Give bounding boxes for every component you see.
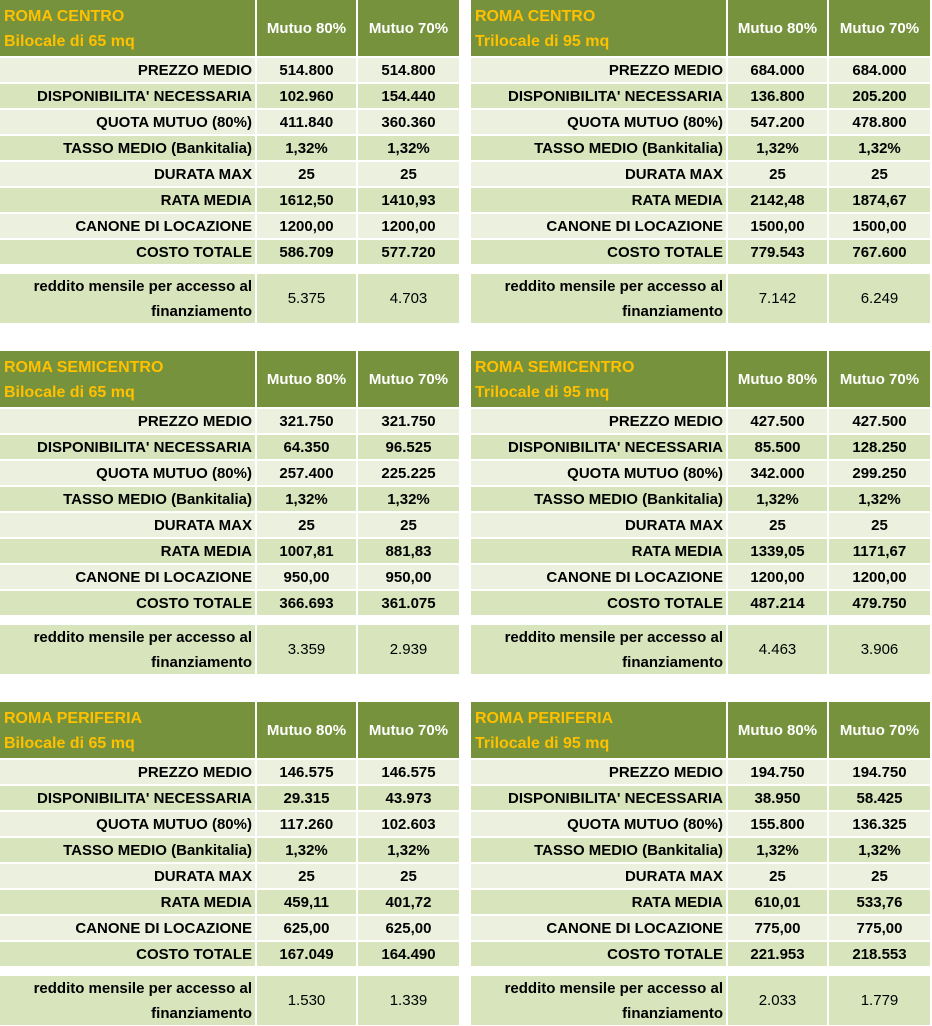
price-table xyxy=(471,351,930,674)
cell-value: 146.575 xyxy=(358,758,459,784)
row-label: DISPONIBILITA' NECESSARIA xyxy=(471,82,728,108)
column-header: Mutuo 80% xyxy=(728,702,829,758)
cell-value: 321.750 xyxy=(358,407,459,433)
row-label: DURATA MAX xyxy=(0,511,257,537)
table-row xyxy=(0,407,459,433)
cell-value: 1339,05 xyxy=(728,537,829,563)
cell-value: 1612,50 xyxy=(257,186,358,212)
cell-value: 64.350 xyxy=(257,433,358,459)
income-row xyxy=(471,272,930,323)
table-row xyxy=(471,537,930,563)
cell-value: 514.800 xyxy=(257,56,358,82)
price-table xyxy=(0,0,459,323)
cell-value: 25 xyxy=(358,160,459,186)
table-row xyxy=(471,589,930,615)
row-label: DISPONIBILITA' NECESSARIA xyxy=(0,82,257,108)
table-header xyxy=(0,351,459,407)
income-value: 5.375 xyxy=(257,272,358,323)
row-label: CANONE DI LOCAZIONE xyxy=(0,212,257,238)
table-row xyxy=(0,810,459,836)
cell-value: 459,11 xyxy=(257,888,358,914)
table-row xyxy=(0,485,459,511)
cell-value: 1007,81 xyxy=(257,537,358,563)
row-label: COSTO TOTALE xyxy=(0,238,257,264)
table-row xyxy=(471,940,930,966)
table-title xyxy=(0,0,257,56)
table-header xyxy=(471,702,930,758)
table-row xyxy=(471,134,930,160)
row-label: RATA MEDIA xyxy=(0,888,257,914)
table-row xyxy=(0,212,459,238)
cell-value: 1200,00 xyxy=(257,212,358,238)
table-row xyxy=(0,537,459,563)
table-row xyxy=(471,459,930,485)
table-row xyxy=(0,758,459,784)
cell-value: 155.800 xyxy=(728,810,829,836)
cell-value: 117.260 xyxy=(257,810,358,836)
cell-value: 775,00 xyxy=(829,914,930,940)
cell-value: 487.214 xyxy=(728,589,829,615)
cell-value: 102.960 xyxy=(257,82,358,108)
table-title xyxy=(471,702,728,758)
price-table xyxy=(471,702,930,1025)
price-table xyxy=(0,702,459,1025)
table-row xyxy=(0,940,459,966)
table-title xyxy=(471,0,728,56)
cell-value: 25 xyxy=(257,862,358,888)
income-row xyxy=(0,272,459,323)
cell-value: 950,00 xyxy=(257,563,358,589)
cell-value: 218.553 xyxy=(829,940,930,966)
property-type: Bilocale di 65 mq xyxy=(4,735,135,752)
property-type: Bilocale di 65 mq xyxy=(4,33,135,50)
cell-value: 1200,00 xyxy=(358,212,459,238)
cell-value: 1200,00 xyxy=(829,563,930,589)
cell-value: 478.800 xyxy=(829,108,930,134)
cell-value: 58.425 xyxy=(829,784,930,810)
cell-value: 25 xyxy=(728,160,829,186)
cell-value: 577.720 xyxy=(358,238,459,264)
table-row xyxy=(471,810,930,836)
income-label: reddito mensile per accesso al finanziamento xyxy=(0,974,257,1025)
row-gap xyxy=(471,615,930,623)
cell-value: 366.693 xyxy=(257,589,358,615)
property-type: Trilocale di 95 mq xyxy=(475,384,610,401)
table-row xyxy=(471,862,930,888)
column-header: Mutuo 70% xyxy=(829,0,930,56)
cell-value: 25 xyxy=(358,862,459,888)
cell-value: 1,32% xyxy=(728,836,829,862)
column-header: Mutuo 80% xyxy=(728,0,829,56)
table-row xyxy=(471,784,930,810)
row-label: CANONE DI LOCAZIONE xyxy=(0,563,257,589)
table-row xyxy=(0,134,459,160)
cell-value: 25 xyxy=(829,511,930,537)
cell-value: 1,32% xyxy=(358,485,459,511)
cell-value: 102.603 xyxy=(358,810,459,836)
area-name: ROMA CENTRO xyxy=(4,8,125,25)
income-value: 2.033 xyxy=(728,974,829,1025)
row-label: RATA MEDIA xyxy=(471,888,728,914)
cell-value: 547.200 xyxy=(728,108,829,134)
property-type: Trilocale di 95 mq xyxy=(475,735,610,752)
cell-value: 514.800 xyxy=(358,56,459,82)
cell-value: 1,32% xyxy=(829,836,930,862)
cell-value: 164.490 xyxy=(358,940,459,966)
area-name: ROMA SEMICENTRO xyxy=(475,359,635,376)
table-row xyxy=(471,563,930,589)
table-title xyxy=(0,702,257,758)
income-label: reddito mensile per accesso al finanziamento xyxy=(471,974,728,1025)
table-row xyxy=(0,511,459,537)
cell-value: 257.400 xyxy=(257,459,358,485)
table-row xyxy=(0,160,459,186)
table-row xyxy=(471,485,930,511)
cell-value: 361.075 xyxy=(358,589,459,615)
area-name: ROMA SEMICENTRO xyxy=(4,359,164,376)
row-label: TASSO MEDIO (Bankitalia) xyxy=(0,485,257,511)
cell-value: 1200,00 xyxy=(728,563,829,589)
column-header: Mutuo 80% xyxy=(257,0,358,56)
cell-value: 1,32% xyxy=(829,134,930,160)
cell-value: 1410,93 xyxy=(358,186,459,212)
cell-value: 342.000 xyxy=(728,459,829,485)
table-row xyxy=(0,888,459,914)
table-row xyxy=(0,108,459,134)
column-header: Mutuo 70% xyxy=(358,351,459,407)
table-row xyxy=(471,511,930,537)
cell-value: 1,32% xyxy=(358,836,459,862)
cell-value: 779.543 xyxy=(728,238,829,264)
table-row xyxy=(0,82,459,108)
cell-value: 767.600 xyxy=(829,238,930,264)
row-label: PREZZO MEDIO xyxy=(0,56,257,82)
area-name: ROMA CENTRO xyxy=(475,8,596,25)
cell-value: 25 xyxy=(728,511,829,537)
row-label: PREZZO MEDIO xyxy=(471,407,728,433)
property-type: Bilocale di 65 mq xyxy=(4,384,135,401)
column-header: Mutuo 70% xyxy=(358,702,459,758)
income-label: reddito mensile per accesso al finanziamento xyxy=(0,272,257,323)
table-row xyxy=(471,56,930,82)
table-row xyxy=(0,186,459,212)
row-label: PREZZO MEDIO xyxy=(0,407,257,433)
cell-value: 25 xyxy=(257,511,358,537)
cell-value: 205.200 xyxy=(829,82,930,108)
cell-value: 1,32% xyxy=(257,485,358,511)
table-row xyxy=(471,433,930,459)
row-label: QUOTA MUTUO (80%) xyxy=(0,810,257,836)
cell-value: 775,00 xyxy=(728,914,829,940)
income-label: reddito mensile per accesso al finanziamento xyxy=(0,623,257,674)
cell-value: 25 xyxy=(728,862,829,888)
cell-value: 128.250 xyxy=(829,433,930,459)
table-row xyxy=(0,238,459,264)
income-value: 6.249 xyxy=(829,272,930,323)
column-header: Mutuo 80% xyxy=(257,702,358,758)
row-label: DURATA MAX xyxy=(471,511,728,537)
cell-value: 610,01 xyxy=(728,888,829,914)
cell-value: 154.440 xyxy=(358,82,459,108)
table-row xyxy=(471,108,930,134)
cell-value: 221.953 xyxy=(728,940,829,966)
cell-value: 427.500 xyxy=(728,407,829,433)
cell-value: 1171,67 xyxy=(829,537,930,563)
cell-value: 25 xyxy=(829,862,930,888)
income-row xyxy=(0,623,459,674)
table-row xyxy=(471,186,930,212)
cell-value: 1,32% xyxy=(829,485,930,511)
row-label: RATA MEDIA xyxy=(471,186,728,212)
cell-value: 1,32% xyxy=(358,134,459,160)
row-label: CANONE DI LOCAZIONE xyxy=(471,563,728,589)
table-row xyxy=(0,563,459,589)
table-row xyxy=(0,914,459,940)
row-label: DISPONIBILITA' NECESSARIA xyxy=(0,784,257,810)
row-label: QUOTA MUTUO (80%) xyxy=(471,108,728,134)
cell-value: 136.325 xyxy=(829,810,930,836)
column-header: Mutuo 70% xyxy=(829,351,930,407)
cell-value: 1,32% xyxy=(728,134,829,160)
row-label: RATA MEDIA xyxy=(471,537,728,563)
table-row xyxy=(471,160,930,186)
table-row xyxy=(471,836,930,862)
row-label: QUOTA MUTUO (80%) xyxy=(471,459,728,485)
table-row xyxy=(471,82,930,108)
cell-value: 479.750 xyxy=(829,589,930,615)
row-label: DURATA MAX xyxy=(0,862,257,888)
cell-value: 25 xyxy=(358,511,459,537)
income-row xyxy=(0,974,459,1025)
row-label: CANONE DI LOCAZIONE xyxy=(471,914,728,940)
cell-value: 1,32% xyxy=(257,134,358,160)
cell-value: 625,00 xyxy=(358,914,459,940)
income-value: 3.359 xyxy=(257,623,358,674)
income-value: 1.530 xyxy=(257,974,358,1025)
cell-value: 25 xyxy=(829,160,930,186)
row-label: PREZZO MEDIO xyxy=(0,758,257,784)
income-value: 4.463 xyxy=(728,623,829,674)
property-type: Trilocale di 95 mq xyxy=(475,33,610,50)
cell-value: 136.800 xyxy=(728,82,829,108)
row-label: DURATA MAX xyxy=(471,160,728,186)
table-header xyxy=(471,0,930,56)
row-gap xyxy=(471,966,930,974)
table-row xyxy=(471,758,930,784)
row-label: CANONE DI LOCAZIONE xyxy=(0,914,257,940)
row-label: TASSO MEDIO (Bankitalia) xyxy=(0,134,257,160)
table-header xyxy=(0,702,459,758)
row-gap xyxy=(471,264,930,272)
cell-value: 427.500 xyxy=(829,407,930,433)
row-label: TASSO MEDIO (Bankitalia) xyxy=(471,485,728,511)
income-value: 2.939 xyxy=(358,623,459,674)
table-row xyxy=(471,914,930,940)
cell-value: 25 xyxy=(257,160,358,186)
cell-value: 321.750 xyxy=(257,407,358,433)
cell-value: 167.049 xyxy=(257,940,358,966)
column-header: Mutuo 80% xyxy=(257,351,358,407)
table-row xyxy=(0,56,459,82)
row-label: PREZZO MEDIO xyxy=(471,56,728,82)
row-label: COSTO TOTALE xyxy=(0,940,257,966)
row-gap xyxy=(0,264,459,272)
row-label: CANONE DI LOCAZIONE xyxy=(471,212,728,238)
income-label: reddito mensile per accesso al finanziamento xyxy=(471,623,728,674)
table-row xyxy=(0,433,459,459)
table-row xyxy=(471,238,930,264)
table-title xyxy=(0,351,257,407)
cell-value: 684.000 xyxy=(829,56,930,82)
cell-value: 950,00 xyxy=(358,563,459,589)
income-value: 1.779 xyxy=(829,974,930,1025)
table-row xyxy=(0,862,459,888)
column-header: Mutuo 70% xyxy=(829,702,930,758)
cell-value: 411.840 xyxy=(257,108,358,134)
cell-value: 401,72 xyxy=(358,888,459,914)
cell-value: 2142,48 xyxy=(728,186,829,212)
row-label: QUOTA MUTUO (80%) xyxy=(0,459,257,485)
income-value: 4.703 xyxy=(358,272,459,323)
cell-value: 1,32% xyxy=(728,485,829,511)
cell-value: 96.525 xyxy=(358,433,459,459)
row-label: PREZZO MEDIO xyxy=(471,758,728,784)
row-label: TASSO MEDIO (Bankitalia) xyxy=(0,836,257,862)
table-row xyxy=(0,459,459,485)
table-header xyxy=(471,351,930,407)
cell-value: 29.315 xyxy=(257,784,358,810)
row-label: QUOTA MUTUO (80%) xyxy=(0,108,257,134)
table-row xyxy=(471,212,930,238)
column-header: Mutuo 80% xyxy=(728,351,829,407)
cell-value: 1500,00 xyxy=(829,212,930,238)
table-row xyxy=(471,888,930,914)
row-label: DISPONIBILITA' NECESSARIA xyxy=(471,784,728,810)
cell-value: 194.750 xyxy=(728,758,829,784)
table-row xyxy=(0,589,459,615)
cell-value: 194.750 xyxy=(829,758,930,784)
price-table xyxy=(0,351,459,674)
cell-value: 625,00 xyxy=(257,914,358,940)
table-row xyxy=(471,407,930,433)
income-value: 7.142 xyxy=(728,272,829,323)
row-gap xyxy=(0,966,459,974)
row-label: DISPONIBILITA' NECESSARIA xyxy=(0,433,257,459)
cell-value: 1500,00 xyxy=(728,212,829,238)
area-name: ROMA PERIFERIA xyxy=(4,710,143,727)
cell-value: 43.973 xyxy=(358,784,459,810)
row-label: TASSO MEDIO (Bankitalia) xyxy=(471,836,728,862)
income-row xyxy=(471,623,930,674)
income-label: reddito mensile per accesso al finanziamento xyxy=(471,272,728,323)
cell-value: 225.225 xyxy=(358,459,459,485)
row-label: QUOTA MUTUO (80%) xyxy=(471,810,728,836)
price-table xyxy=(471,0,930,323)
row-label: COSTO TOTALE xyxy=(0,589,257,615)
income-row xyxy=(471,974,930,1025)
cell-value: 881,83 xyxy=(358,537,459,563)
row-label: COSTO TOTALE xyxy=(471,940,728,966)
cell-value: 299.250 xyxy=(829,459,930,485)
row-gap xyxy=(0,615,459,623)
row-label: TASSO MEDIO (Bankitalia) xyxy=(471,134,728,160)
cell-value: 1874,67 xyxy=(829,186,930,212)
income-value: 1.339 xyxy=(358,974,459,1025)
cell-value: 533,76 xyxy=(829,888,930,914)
row-label: DURATA MAX xyxy=(0,160,257,186)
cell-value: 684.000 xyxy=(728,56,829,82)
row-label: DISPONIBILITA' NECESSARIA xyxy=(471,433,728,459)
area-name: ROMA PERIFERIA xyxy=(475,710,614,727)
table-row xyxy=(0,836,459,862)
table-header xyxy=(0,0,459,56)
row-label: DURATA MAX xyxy=(471,862,728,888)
cell-value: 360.360 xyxy=(358,108,459,134)
cell-value: 146.575 xyxy=(257,758,358,784)
table-title xyxy=(471,351,728,407)
cell-value: 1,32% xyxy=(257,836,358,862)
cell-value: 586.709 xyxy=(257,238,358,264)
row-label: COSTO TOTALE xyxy=(471,589,728,615)
row-label: COSTO TOTALE xyxy=(471,238,728,264)
row-label: RATA MEDIA xyxy=(0,537,257,563)
row-label: RATA MEDIA xyxy=(0,186,257,212)
cell-value: 85.500 xyxy=(728,433,829,459)
income-value: 3.906 xyxy=(829,623,930,674)
column-header: Mutuo 70% xyxy=(358,0,459,56)
table-row xyxy=(0,784,459,810)
cell-value: 38.950 xyxy=(728,784,829,810)
